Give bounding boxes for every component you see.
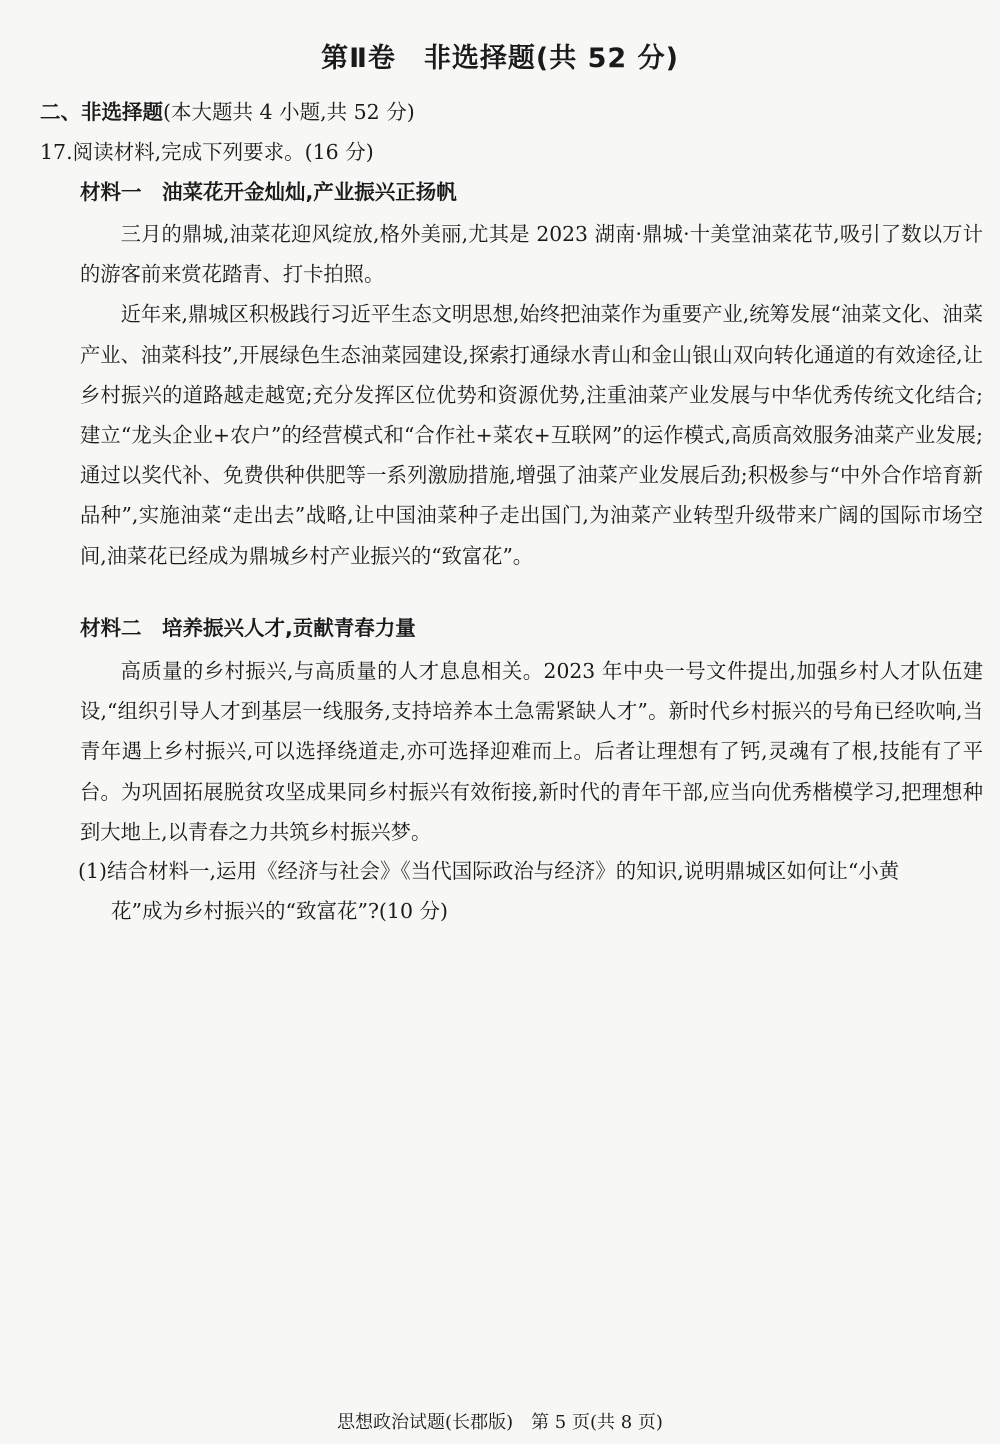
question-stem: 17.阅读材料,完成下列要求。(16 分) xyxy=(40,140,374,164)
part-note: (本大题共 4 小题,共 52 分) xyxy=(163,100,415,124)
material1-paragraph-2: 近年来,鼎城区积极践行习近平生态文明思想,始终把油菜作为重要产业,统筹发展“油菜文化、油菜产业、油菜科技”,开展绿色生态油菜园建设,探索打通绿水青山和金山银山双向转化通道的有效途径,让乡村振兴的道路越走越宽;充分发挥区位优势和资源优势,注重油菜产业发展与中华优秀传统文化结合;建立“龙头企业+农户”的经营模式和“合作社+菜农+互联网”的运作模式,高质高效服务油菜产业发展;通过以奖代补、免费供种供肥等一系列激励措施,增强了油菜产业发展后劲;积极参与“中外合作培育新品种”,实施油菜“走出去”战略,让中国油菜种子走出国门,为油菜产业转型升级带来广阔的国际市场空间,油菜花已经成为鼎城乡村产业振兴的“致富花”。 xyxy=(80,302,983,568)
material1-title: 材料一 油菜花开金灿灿,产业振兴正扬帆 xyxy=(80,180,457,204)
material2-body xyxy=(80,651,983,852)
part-heading: 二、非选择题 xyxy=(40,100,163,124)
material2-title: 材料二 培养振兴人才,贡献青春力量 xyxy=(80,616,416,640)
page-footer: 思想政治试题(长郡版) 第 5 页(共 8 页) xyxy=(337,1412,663,1433)
section-title: 第Ⅱ卷 非选择题(共 52 分) xyxy=(321,43,679,74)
material1-paragraph-1: 三月的鼎城,油菜花迎风绽放,格外美丽,尤其是 2023 湖南·鼎城·十美堂油菜花节,吸引了数以万计的游客前来赏花踏青、打卡拍照。 xyxy=(80,222,983,287)
material2-paragraph-1: 高质量的乡村振兴,与高质量的人才息息相关。2023 年中央一号文件提出,加强乡村人才队伍建设,“组织引导人才到基层一线服务,支持培养本土急需紧缺人才”。新时代乡村振兴的号角已经吹响,当青年遇上乡村振兴,可以选择绕道走,亦可选择迎难而上。后者让理想有了钙,灵魂有了根,技能有了平台。为巩固拓展脱贫攻坚成果同乡村振兴有效衔接,新时代的青年干部,应当向优秀楷模学习,把理想种到大地上,以青春之力共筑乡村振兴梦。 xyxy=(80,659,983,844)
subquestion-1 xyxy=(78,851,983,931)
subquestion-1-line-2: 花”成为乡村振兴的“致富花”?(10 分) xyxy=(111,899,449,923)
part-heading-line xyxy=(40,97,970,127)
material1-body xyxy=(80,214,983,576)
subquestion-1-line-1: (1)结合材料一,运用《经济与社会》《当代国际政治与经济》的知识,说明鼎城区如何让“小黄 xyxy=(78,859,900,883)
